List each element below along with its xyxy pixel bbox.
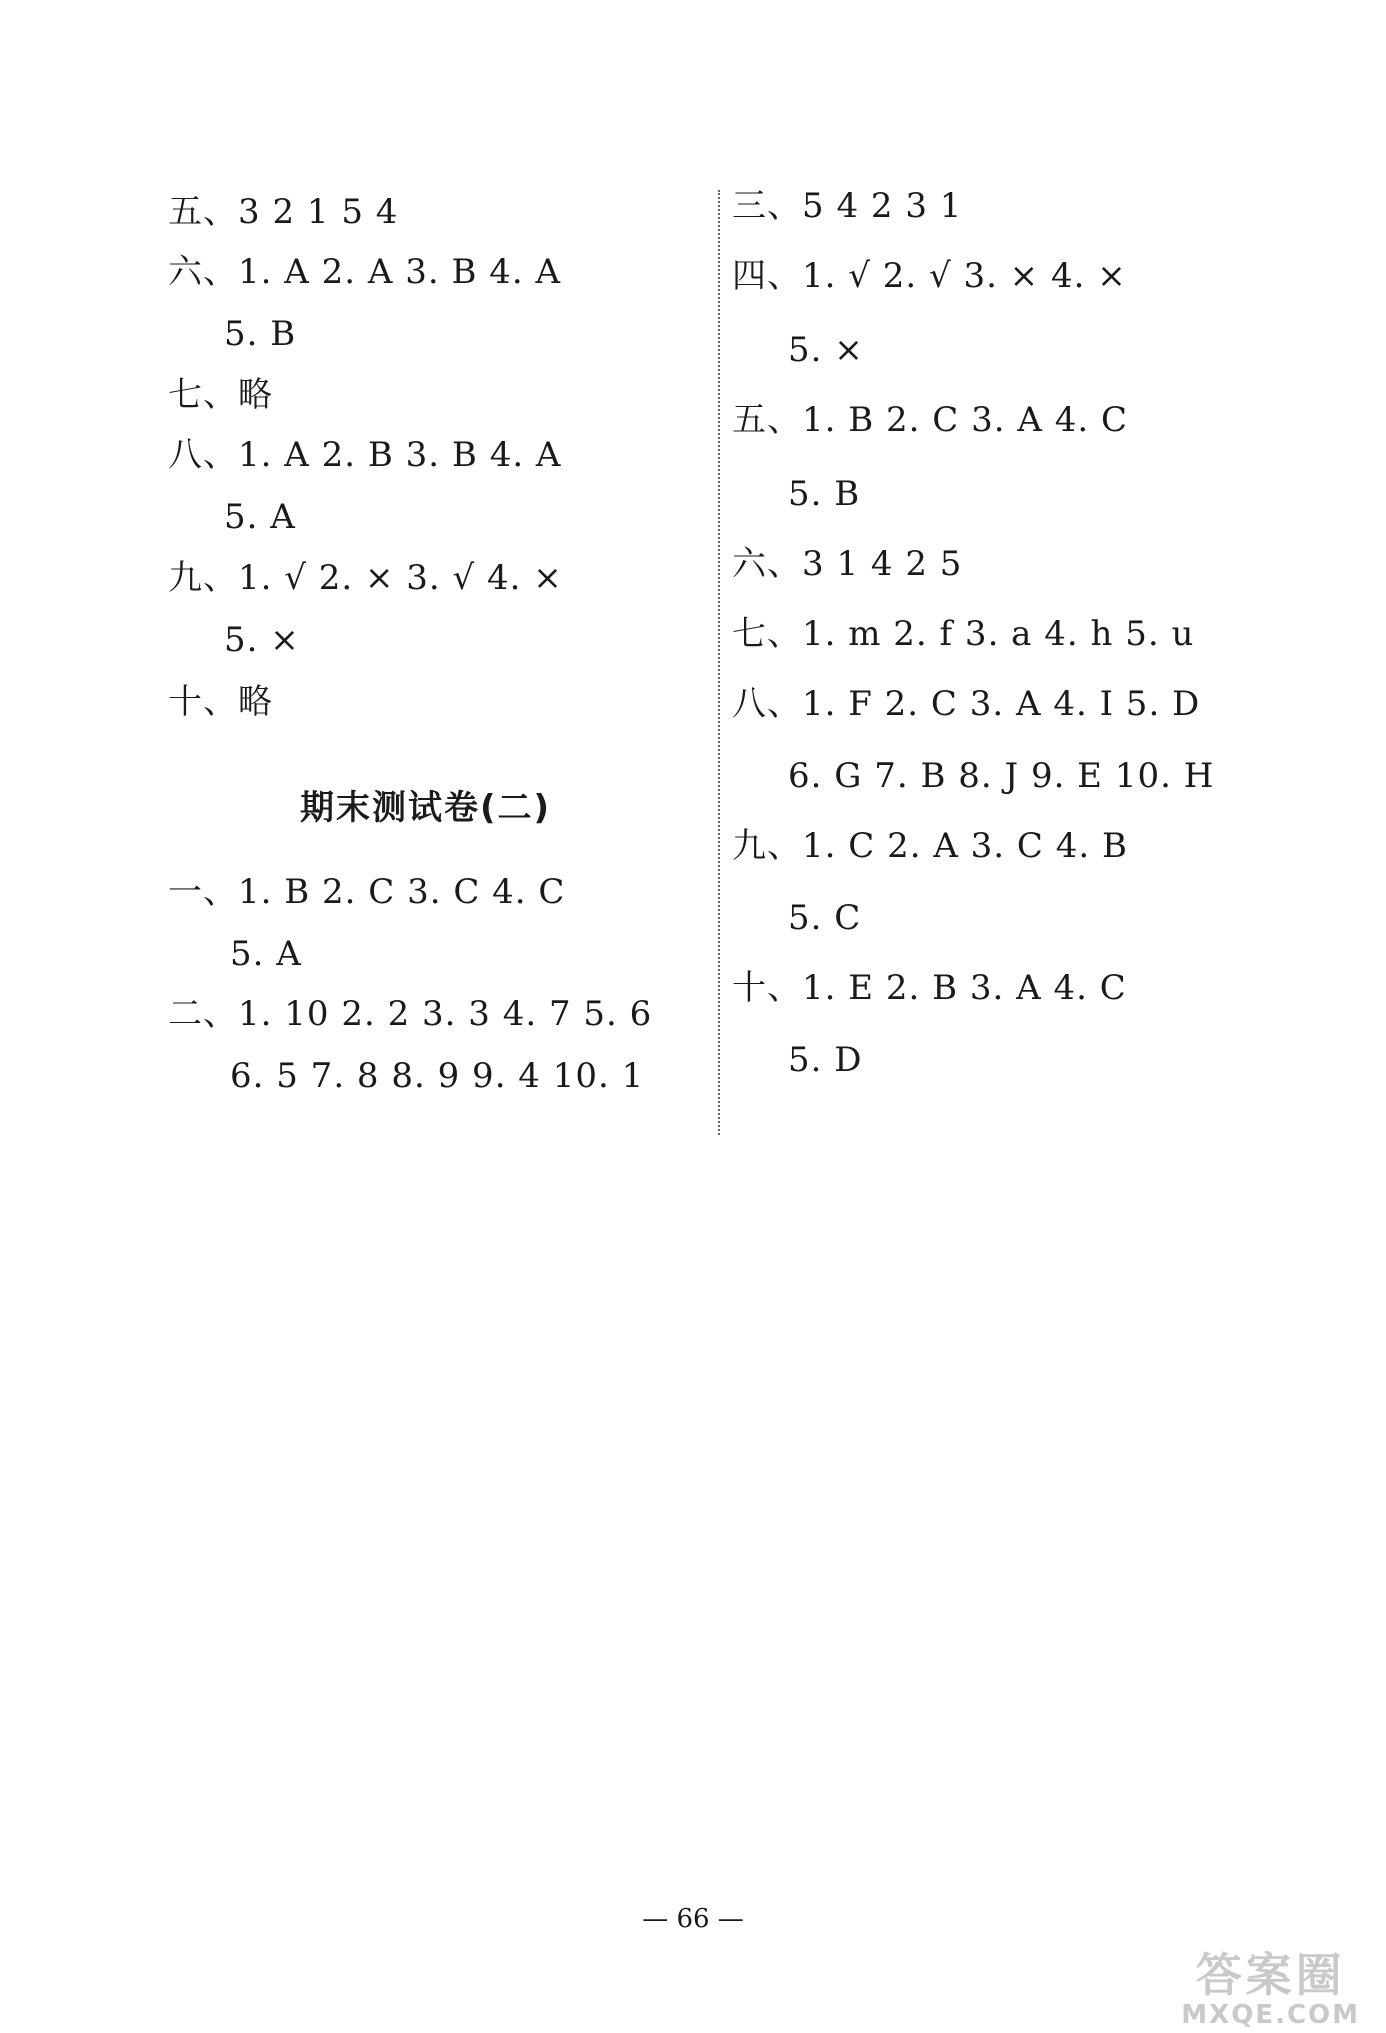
answer-line-continuation: 5. C (788, 898, 862, 938)
answer-line: 十、略 (168, 682, 273, 722)
answer-line: 九、1. √ 2. × 3. √ 4. × (168, 558, 563, 598)
answer-line: 四、1. √ 2. √ 3. × 4. × (732, 256, 1127, 296)
answer-line-continuation: 5. A (224, 497, 296, 537)
answer-line: 五、3 2 1 5 4 (168, 192, 399, 232)
answer-line: 二、1. 10 2. 2 3. 3 4. 7 5. 6 (168, 994, 653, 1034)
answer-line-continuation: 5. × (224, 620, 300, 660)
answer-line-continuation: 6. G 7. B 8. J 9. E 10. H (788, 756, 1215, 796)
watermark-url: MXQE.COM (1181, 2000, 1360, 2030)
answer-line-continuation: 5. D (788, 1040, 863, 1080)
section-title: 期末测试卷(二) (300, 788, 552, 828)
watermark-logo (1181, 1949, 1360, 2029)
answer-line: 八、1. F 2. C 3. A 4. I 5. D (732, 684, 1201, 724)
answer-line-continuation: 6. 5 7. 8 8. 9 9. 4 10. 1 (230, 1056, 645, 1096)
answer-line: 六、1. A 2. A 3. B 4. A (168, 252, 562, 292)
answer-line: 十、1. E 2. B 3. A 4. C (732, 968, 1127, 1008)
answer-line: 八、1. A 2. B 3. B 4. A (168, 435, 562, 475)
watermark-logo-text: 答案圈 (1195, 1948, 1346, 2002)
answer-line: 五、1. B 2. C 3. A 4. C (732, 400, 1128, 440)
column-divider (718, 190, 720, 1135)
answer-line-continuation: 5. B (788, 474, 861, 514)
answer-line-continuation: 5. A (230, 934, 302, 974)
answer-line-continuation: 5. × (788, 330, 864, 370)
answer-line: 三、5 4 2 3 1 (732, 186, 963, 226)
answer-line: 六、3 1 4 2 5 (732, 544, 963, 584)
answer-line: 九、1. C 2. A 3. C 4. B (732, 826, 1128, 866)
answer-line: 七、略 (168, 375, 273, 415)
answer-line-continuation: 5. B (224, 314, 297, 354)
page-number: — 66 — (642, 1904, 744, 1934)
answer-line: 一、1. B 2. C 3. C 4. C (168, 872, 566, 912)
answer-line: 七、1. m 2. f 3. a 4. h 5. u (732, 614, 1195, 654)
